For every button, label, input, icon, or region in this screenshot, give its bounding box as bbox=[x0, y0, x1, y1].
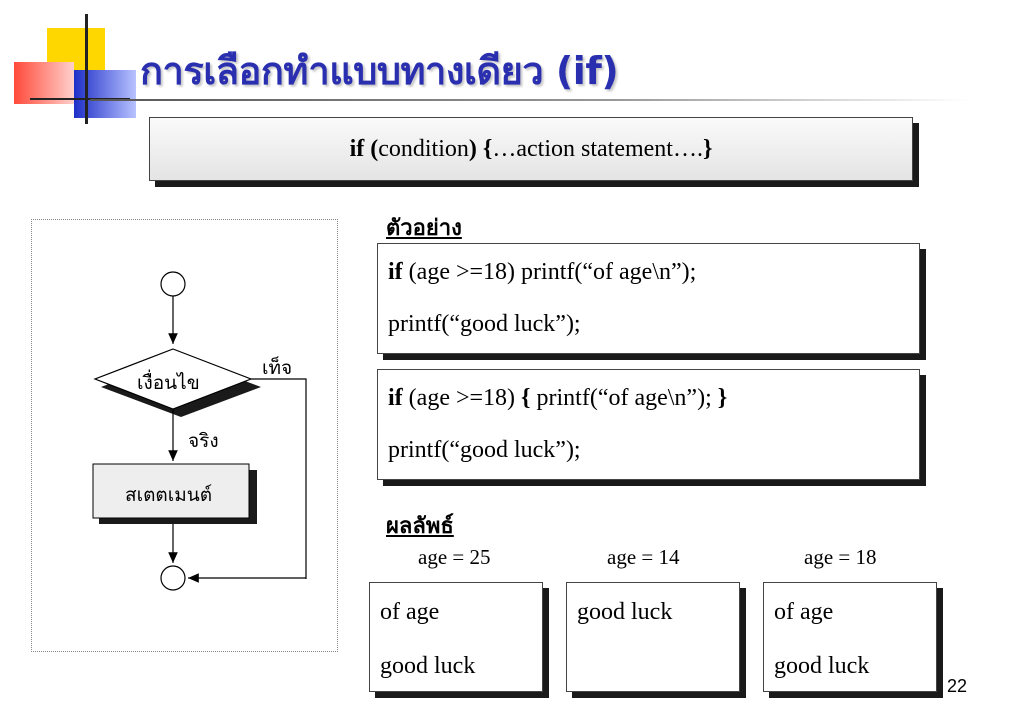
example-1-line-2: printf(“good luck”); bbox=[388, 311, 581, 337]
example-1-line-1 bbox=[378, 244, 919, 300]
flowchart-false-path bbox=[251, 379, 306, 579]
result-2-line-1: good luck bbox=[577, 599, 673, 625]
result-2-label: age = 14 bbox=[607, 545, 680, 569]
syntax-condition: condition bbox=[378, 135, 469, 162]
flowchart-true-label: จริง bbox=[188, 430, 219, 452]
example-2-brace-close: } bbox=[717, 385, 728, 411]
example-2-line-2: printf(“good luck”); bbox=[388, 437, 581, 463]
logo-vertical-line bbox=[85, 14, 88, 124]
flowchart-statement-label: สเตตเมนต์ bbox=[125, 484, 213, 506]
syntax-box bbox=[149, 117, 913, 181]
title-underline bbox=[90, 99, 970, 101]
syntax-open: ) { bbox=[468, 135, 493, 162]
flowchart-diagram bbox=[31, 219, 338, 652]
result-2-line-2 bbox=[567, 641, 739, 645]
result-1-line-1: of age bbox=[380, 599, 440, 625]
syntax-if-keyword: if ( bbox=[349, 135, 379, 162]
syntax-close: } bbox=[702, 135, 713, 162]
example-box-1 bbox=[377, 243, 920, 354]
example-2-brace-open: { bbox=[521, 385, 531, 411]
result-3-label: age = 18 bbox=[804, 545, 877, 569]
flowchart-condition-label: เงื่อนไข bbox=[137, 372, 200, 394]
result-1-label: age = 25 bbox=[418, 545, 491, 569]
example-1-if-keyword: if bbox=[388, 259, 403, 285]
flowchart-start-node bbox=[161, 272, 185, 296]
example-2-if-keyword: if bbox=[388, 385, 403, 411]
flowchart-false-label: เท็จ bbox=[262, 357, 293, 379]
result-1-line-2: good luck bbox=[380, 653, 476, 679]
logo-blue-square bbox=[74, 70, 136, 118]
example-1-line-1-text: (age >=18) printf(“of age\n”); bbox=[402, 259, 697, 285]
result-box-1 bbox=[369, 582, 543, 692]
result-box-2 bbox=[566, 582, 740, 692]
page-number: 22 bbox=[946, 676, 967, 696]
example-box-2 bbox=[377, 369, 920, 480]
result-box-3 bbox=[763, 582, 937, 692]
flowchart-end-node bbox=[161, 566, 185, 590]
result-3-line-1: of age bbox=[774, 599, 834, 625]
example-2-printf: printf(“of age\n”); bbox=[530, 385, 718, 411]
result-3-line-2: good luck bbox=[774, 653, 870, 679]
example-2-condition: (age >=18) bbox=[402, 385, 522, 411]
slide-title: การเลือกทำแบบทางเดียว (if) bbox=[140, 49, 619, 93]
result-heading: ผลลัพธ์ bbox=[386, 514, 454, 539]
example-2-line-1 bbox=[378, 370, 919, 426]
syntax-action: …action statement…. bbox=[492, 135, 703, 162]
example-heading: ตัวอย่าง bbox=[386, 216, 462, 241]
